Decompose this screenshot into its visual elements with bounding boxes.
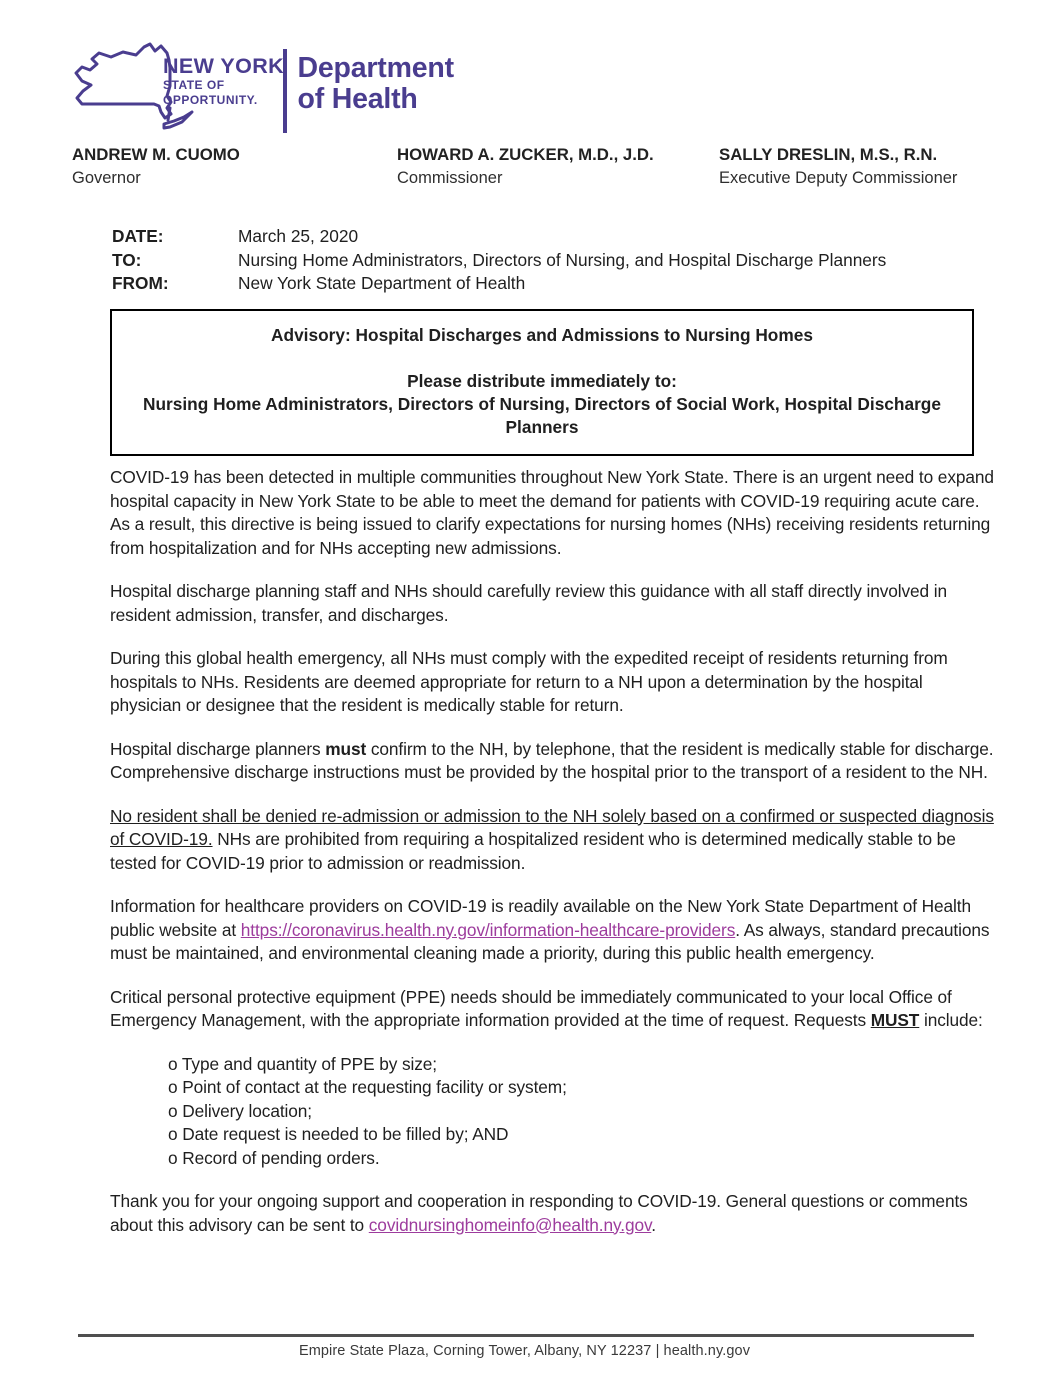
letter-body (110, 466, 994, 1257)
nys-logo (70, 42, 285, 142)
department-title (298, 53, 454, 115)
text-segment: COVID-19 has been detected in multiple communities throughout New York State. There is an urgent need to expand hospital capacity in New York State to be able to meet the demand for patients with COVID-19 requiring acute care. As a result, this directive is being issued to clarify expectations for nursing homes (NHs) receiving residents returning from hospitalization and for NHs accepting new admissions. (110, 467, 994, 558)
text-segment: Hospital discharge planners (110, 738, 326, 759)
official-name: SALLY DRESLIN, M.S., R.N. (719, 145, 938, 164)
advisory-spacer (132, 347, 952, 370)
memo-label: TO: (112, 249, 142, 270)
advisory-distribute-to: Nursing Home Administrators, Directors of Nursing, Directors of Social Work, Hospital Discharge Planners (143, 394, 941, 437)
memo-label: DATE: (112, 226, 164, 246)
official-governor (72, 145, 397, 188)
hyperlink[interactable]: covidnursinghomeinfo@health.ny.gov (368, 1214, 652, 1235)
official-title: Governor (72, 169, 141, 187)
text-segment: Information for healthcare providers on COVID-19 is readily available on the New York State Department of Health public website at (110, 896, 971, 940)
hyperlink[interactable]: https://coronavirus.health.ny.gov/information-healthcare-providers (240, 919, 736, 940)
official-title: Executive Deputy Commissioner (719, 169, 958, 187)
paragraph (110, 738, 994, 785)
memo-label: FROM: (112, 273, 169, 293)
footer-address: Empire State Plaza, Corning Tower, Albany, NY 12237 | health.ny.gov (298, 1343, 751, 1359)
memo-header (112, 225, 886, 296)
paragraph (110, 466, 994, 560)
official-name: ANDREW M. CUOMO (72, 145, 240, 164)
list-item: o Record of pending orders. (168, 1147, 380, 1168)
department-title-line: Department (297, 52, 454, 84)
advisory-distribute-heading: Please distribute immediately to: (407, 371, 677, 391)
text-segment: . As always, standard precautions must be maintained, and environmental cleaning made a priority, during this public health emergency. (110, 919, 990, 963)
text-segment: Thank you for your ongoing support and cooperation in responding to COVID-19. General questions or comments about this advisory can be sent to (110, 1191, 968, 1235)
letterhead (70, 42, 454, 142)
memo-row-to (112, 249, 886, 273)
text-segment: Critical personal protective equipment (PPE) needs should be immediately communicated to your local Office of Emergency Management, with the appropriate information provided at the time of request. Requests (110, 986, 952, 1030)
official-title: Commissioner (397, 169, 503, 187)
text-segment: NHs are prohibited from requiring a hospitalized resident who is determined medically stable to be tested for COVID-19 prior to admission or readmission. (110, 829, 956, 873)
advisory-title: Advisory: Hospital Discharges and Admissions to Nursing Homes (271, 325, 813, 345)
ppe-requirements-list (168, 1053, 994, 1171)
paragraph (110, 805, 994, 876)
list-item: o Point of contact at the requesting facility or system; (168, 1077, 567, 1097)
department-title-line: of Health (297, 83, 418, 115)
list-item: o Delivery location; (168, 1100, 312, 1121)
text-segment: During this global health emergency, all NHs must comply with the expedited receipt of residents returning from hospitals to NHs. Residents are deemed appropriate for return to a NH upon a determination by the hospital physician or designee that the resident is medically stable for return. (110, 648, 948, 715)
memo-row-from (112, 272, 886, 296)
memo-value: Nursing Home Administrators, Directors of Nursing, and Hospital Discharge Planners (238, 249, 887, 270)
text-segment: include: (919, 1010, 983, 1030)
text-segment: confirm to the NH, by telephone, that the resident is medically stable for discharge. Comprehensive discharge instructions must be provided by the hospital prior to the transport of a resident to the NH. (110, 738, 994, 782)
brand-line: NEW YORK (163, 54, 285, 78)
paragraph (110, 986, 994, 1033)
memo-value: March 25, 2020 (238, 226, 359, 246)
text-segment: MUST (870, 1010, 920, 1030)
text-segment: No resident shall be denied re-admission or admission to the NH solely based on a confirmed or suspected diagnosis of COVID-19. (110, 805, 994, 849)
memo-row-date (112, 225, 886, 249)
paragraph (110, 647, 994, 718)
list-item: o Type and quantity of PPE by size; (168, 1053, 438, 1074)
brand-line: STATE OF (163, 78, 225, 92)
footer-divider (78, 1334, 974, 1337)
memo-value: New York State Department of Health (238, 273, 526, 293)
paragraph (110, 1190, 994, 1237)
officials-row (72, 145, 982, 188)
list-item: o Date request is needed to be filled by; AND (168, 1124, 509, 1144)
brand-wordmark (163, 54, 284, 107)
brand-line: OPPORTUNITY. (163, 92, 258, 107)
official-commissioner (397, 145, 719, 188)
advisory-box (110, 309, 974, 456)
official-name: HOWARD A. ZUCKER, M.D., J.D. (397, 145, 654, 164)
paragraph (110, 895, 994, 966)
text-segment: Hospital discharge planning staff and NHs should carefully review this guidance with all staff directly involved in resident admission, transfer, and discharges. (110, 581, 948, 625)
text-segment: . (651, 1214, 656, 1235)
official-deputy-commissioner (719, 145, 982, 188)
paragraph (110, 580, 994, 627)
text-segment: must (325, 738, 367, 759)
